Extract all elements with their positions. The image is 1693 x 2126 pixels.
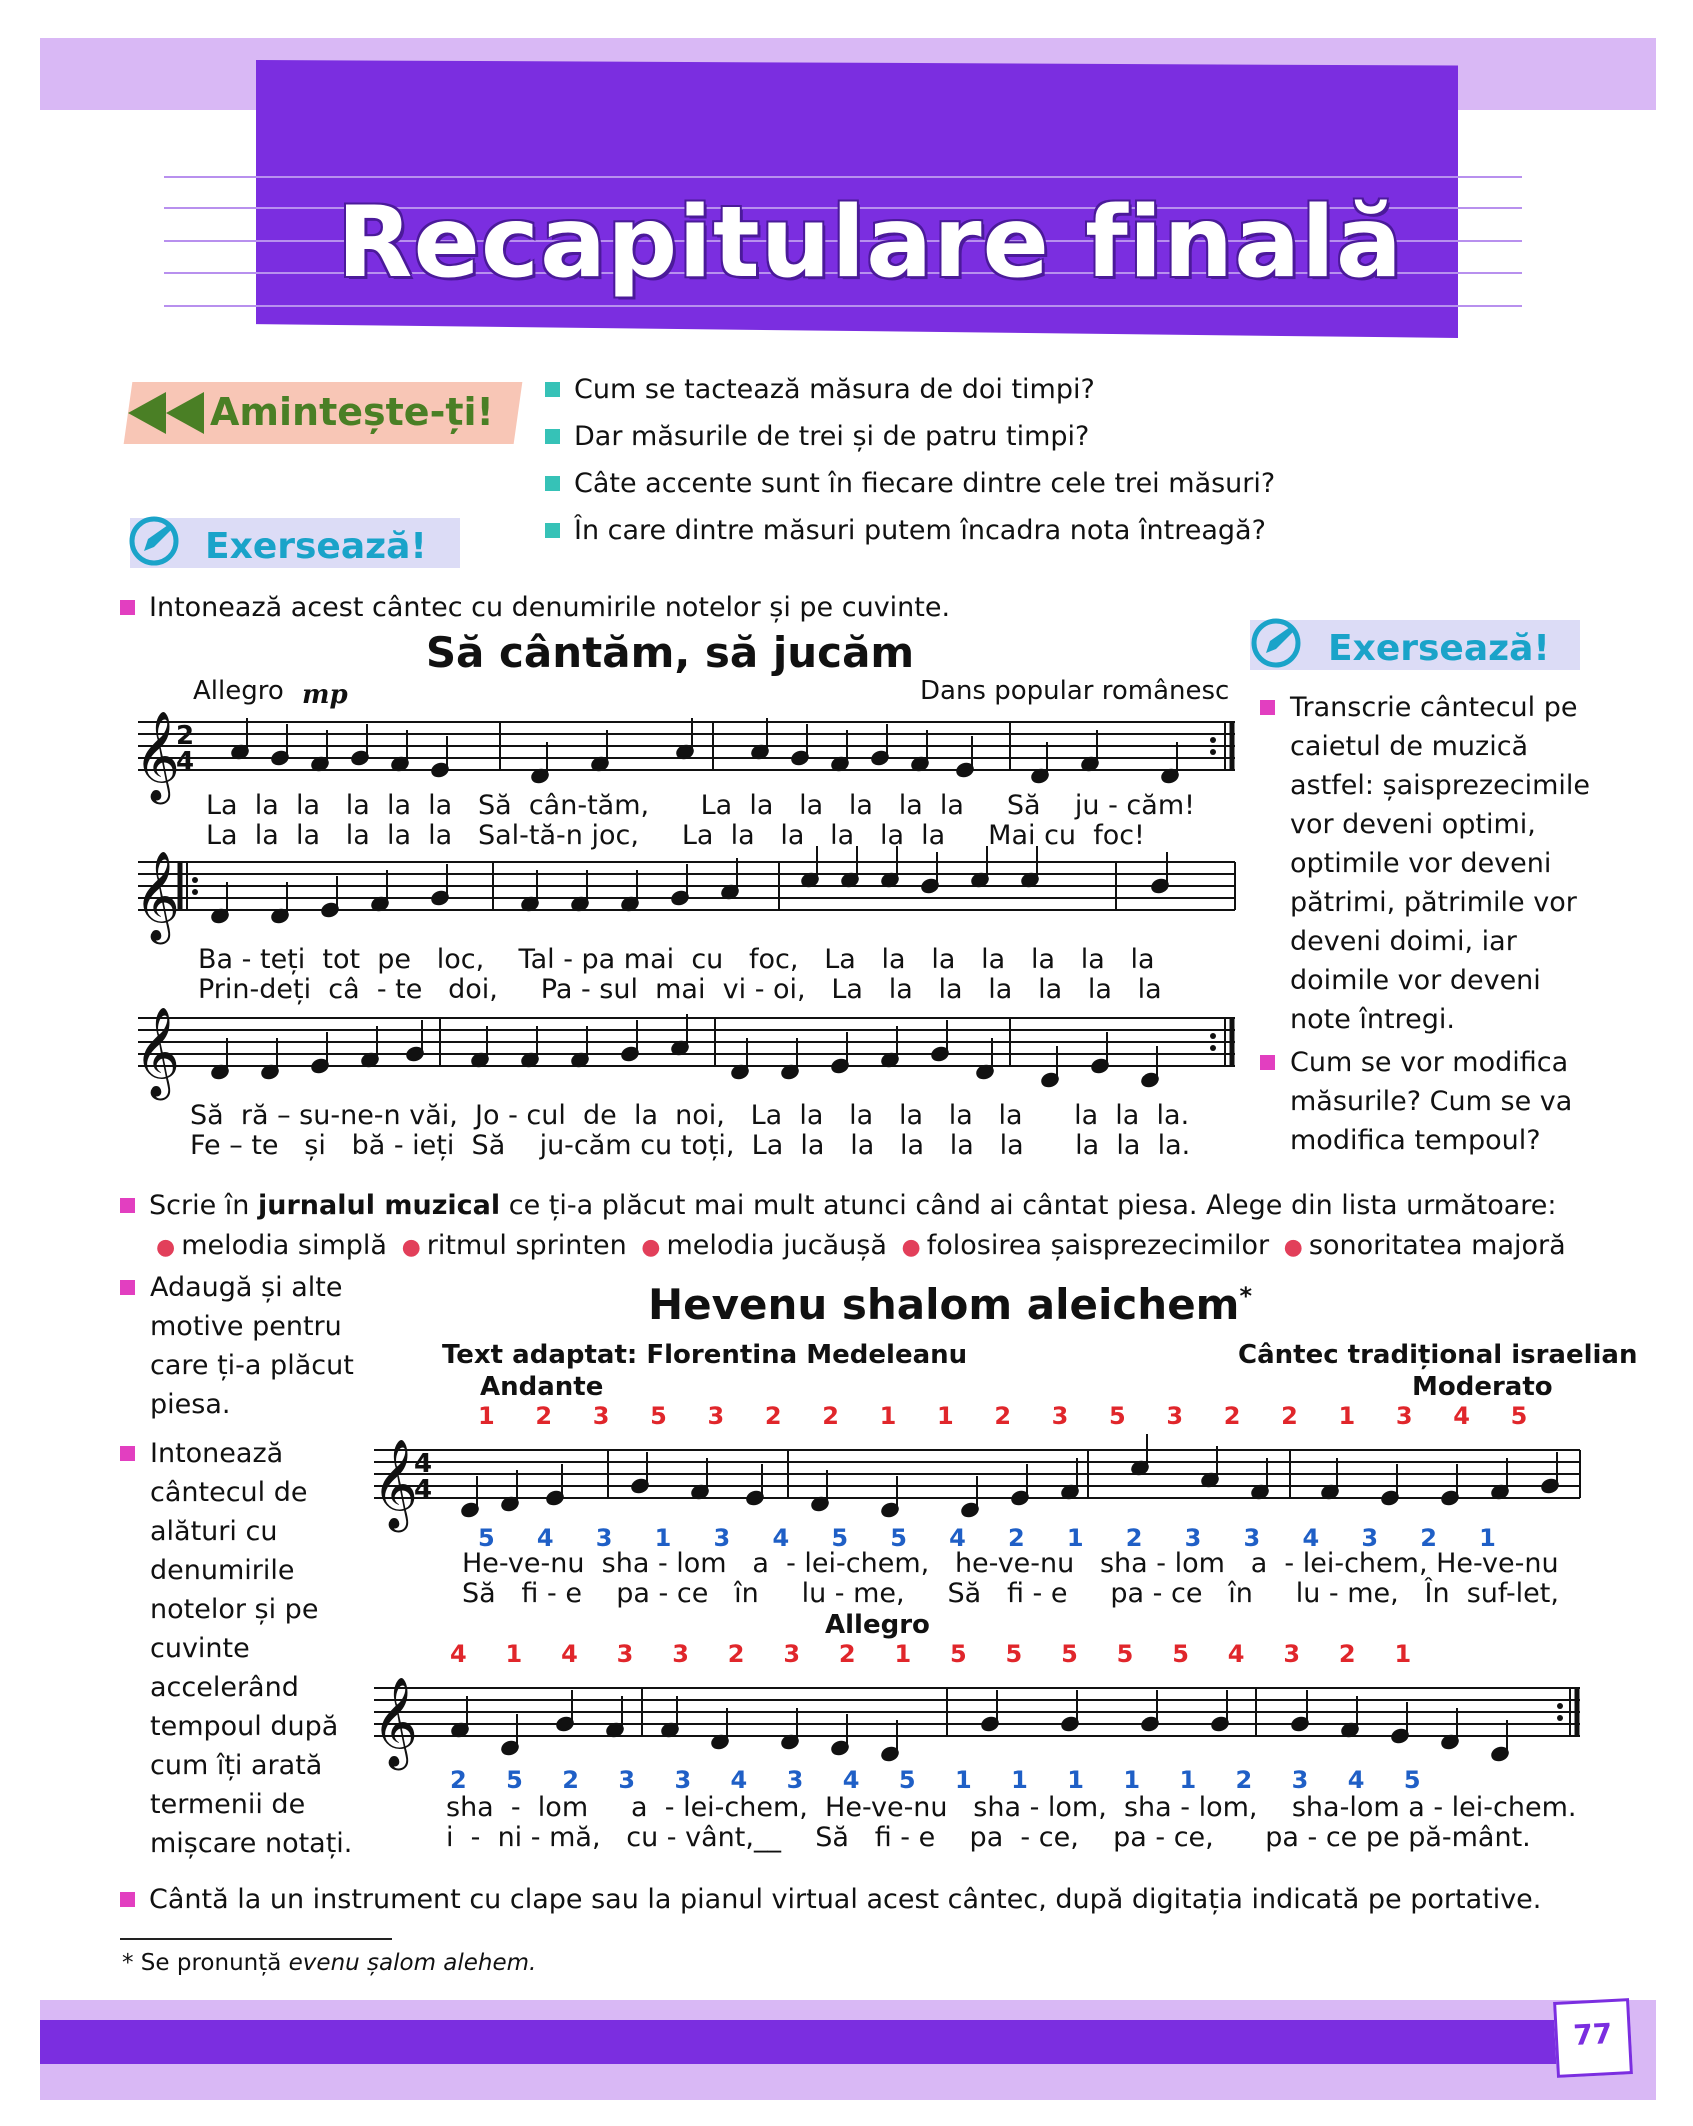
fingering-number: 5 bbox=[890, 1524, 907, 1552]
fingering-number: 1 bbox=[1338, 1402, 1356, 1430]
list-item: melodia simplă bbox=[181, 1230, 387, 1261]
fingering-number: 2 bbox=[822, 1402, 839, 1430]
bottom-purple-band bbox=[40, 2020, 1620, 2064]
list-item: folosirea șaisprezecimilor bbox=[926, 1230, 1270, 1261]
fingering-number: 4 bbox=[450, 1640, 467, 1668]
fingering-number: 4 bbox=[949, 1524, 966, 1552]
fingering-number: 2 bbox=[1420, 1524, 1437, 1552]
list-item: melodia jucăușă bbox=[666, 1230, 887, 1261]
intro-instruction: Intonează acest cântec cu denumirile notelor și pe cuvinte. bbox=[120, 588, 1020, 627]
pencil-icon bbox=[128, 515, 180, 567]
fingering-number: 4 bbox=[1453, 1402, 1470, 1430]
fingering-number: 4 bbox=[842, 1766, 860, 1794]
song1-lyrics-row2-v1: Ba - teți tot pe loc, Tal - pa mai cu foc, La la la la la la la bbox=[198, 944, 1155, 975]
bullet-icon bbox=[545, 476, 560, 491]
page-title: Recapitulare finală bbox=[337, 186, 1403, 300]
treble-clef-icon: 𝄞 bbox=[372, 1677, 419, 1767]
journal-options: ● melodia simplă ● ritmul sprinten ● melodia jucăușă ● folosirea șaisprezecimilor ● sonoritatea majoră bbox=[156, 1230, 1566, 1261]
bullet-icon bbox=[120, 600, 135, 615]
fingering-number: 3 bbox=[1283, 1640, 1301, 1668]
fingering-number: 2 bbox=[1338, 1640, 1356, 1668]
fingering-number: 3 bbox=[1166, 1402, 1184, 1430]
fingering-number: 2 bbox=[1223, 1402, 1241, 1430]
fingering-number: 1 bbox=[1394, 1640, 1412, 1668]
fingering-number: 4 bbox=[1347, 1766, 1365, 1794]
fingering-number: 5 bbox=[650, 1402, 667, 1430]
fingering-number: 5 bbox=[831, 1524, 849, 1552]
fingering-number: 2 bbox=[727, 1640, 745, 1668]
time-sig-top: 4 bbox=[414, 1449, 433, 1479]
bullet-icon bbox=[545, 523, 560, 538]
fingering-number: 3 bbox=[1051, 1402, 1069, 1430]
list-item: Intonează cântecul de alături cu denumirile notelor și pe cuvinte accelerând tempoul după cum îți arată termenii de mișcare notați. bbox=[120, 1434, 360, 1863]
bullet-icon bbox=[120, 1198, 135, 1213]
fingering-number: 2 bbox=[1008, 1524, 1025, 1552]
fingering-number: 3 bbox=[1184, 1524, 1202, 1552]
fingering-number: 5 bbox=[950, 1640, 967, 1668]
bullet-icon bbox=[1260, 1055, 1275, 1070]
fingering-number: 3 bbox=[1361, 1524, 1379, 1552]
fingering-number: 5 bbox=[1403, 1766, 1421, 1794]
song1-lyrics-row2-v2: Prin-deți câ - te doi, Pa - sul mai vi - oi, La la la la la la la bbox=[198, 974, 1162, 1005]
fingering-number: 5 bbox=[1116, 1640, 1134, 1668]
fingering-number: 2 bbox=[450, 1766, 467, 1794]
song1-title: Să cântăm, să jucăm bbox=[425, 628, 915, 677]
list-item: Dar măsurile de trei și de patru timpi? bbox=[545, 417, 1345, 456]
fingering-number: 1 bbox=[1011, 1766, 1028, 1794]
aminteste-label: Amintește-ți! bbox=[210, 390, 494, 434]
final-instruction: Cântă la un instrument cu clape sau la pianul virtual acest cântec, după digitația indicată pe portative. bbox=[120, 1880, 1660, 1919]
fingering-number: 3 bbox=[616, 1640, 634, 1668]
fingering-number: 5 bbox=[1109, 1402, 1126, 1430]
fingering-number: 5 bbox=[1510, 1402, 1528, 1430]
side-exercise-list bbox=[1260, 688, 1590, 1160]
song1-score bbox=[120, 700, 1240, 1160]
list-item: ritmul sprinten bbox=[426, 1230, 627, 1261]
fingering-number: 3 bbox=[595, 1524, 613, 1552]
song1-lyrics-row1-v2: La la la la la la Sal-tă-n joc, La la la la la la Mai cu foc! bbox=[206, 820, 1145, 851]
song2-lyrics-row2-v1: sha - lom a - lei-chem, He-ve-nu sha - lom, sha - lom, sha-lom a - lei-chem. bbox=[446, 1792, 1577, 1823]
fingering-number: 5 bbox=[506, 1766, 523, 1794]
list-item: Cum se vor modifica măsurile? Cum se va modifica tempoul? bbox=[1260, 1043, 1590, 1160]
bullet-icon bbox=[1260, 700, 1275, 715]
fingering-number: 3 bbox=[713, 1524, 731, 1552]
footnote-divider bbox=[120, 1938, 392, 1940]
list-item: Câte accente sunt în fiecare dintre cele trei măsuri? bbox=[545, 464, 1345, 503]
fingering-number: 1 bbox=[1067, 1766, 1084, 1794]
fingering-number: 3 bbox=[672, 1640, 689, 1668]
song2-lyrics-row1-v2: Să fi - e pa - ce în lu - me, Să fi - e pa - ce în lu - me, În suf-let, bbox=[462, 1578, 1559, 1609]
time-sig-top: 2 bbox=[176, 721, 195, 751]
fingering-number: 1 bbox=[1066, 1524, 1084, 1552]
fingering-number: 1 bbox=[654, 1524, 672, 1552]
fingering-number: 3 bbox=[783, 1640, 801, 1668]
pencil-icon bbox=[1250, 617, 1302, 669]
fingering-number: 2 bbox=[1281, 1402, 1298, 1430]
bullet-icon bbox=[545, 429, 560, 444]
fingering-number: 5 bbox=[478, 1524, 495, 1552]
fingering-number: 1 bbox=[478, 1402, 495, 1430]
list-item: În care dintre măsuri putem încadra nota întreagă? bbox=[545, 511, 1345, 550]
aminteste-questions bbox=[545, 370, 1345, 550]
song2-tempo-andante: Andante bbox=[480, 1372, 604, 1402]
fingering-number: 1 bbox=[505, 1640, 523, 1668]
fingering-number: 3 bbox=[618, 1766, 636, 1794]
fingering-number: 2 bbox=[535, 1402, 553, 1430]
fingering-number: 4 bbox=[730, 1766, 748, 1794]
fingering-number: 1 bbox=[1479, 1524, 1496, 1552]
decor-line bbox=[164, 305, 1522, 307]
fingering-number: 4 bbox=[561, 1640, 578, 1668]
fingering-number: 2 bbox=[1235, 1766, 1253, 1794]
fingering-number: 2 bbox=[562, 1766, 579, 1794]
time-sig-bottom: 4 bbox=[176, 747, 195, 777]
song2-tempo-allegro: Allegro bbox=[825, 1610, 930, 1640]
list-item: Transcrie cântecul pe caietul de muzică astfel: șaisprezecimile vor deveni optimi, optimile vor deveni pătrimi, pătrimile vor deveni doimi, iar doimile vor deveni note întregi. bbox=[1260, 688, 1590, 1039]
fingering-number: 1 bbox=[879, 1402, 897, 1430]
rewind-icon bbox=[128, 392, 204, 434]
bullet-icon bbox=[120, 1280, 135, 1295]
bullet-icon bbox=[120, 1892, 135, 1907]
fingering-number: 1 bbox=[936, 1402, 954, 1430]
fingering-number: 2 bbox=[994, 1402, 1012, 1430]
footnote: * Se pronunță evenu șalom alehem. bbox=[122, 1950, 537, 1976]
song1-lyrics-row3-v1: Să ră – su-ne-n văi, Jo - cul de la noi, La la la la la la la la la. bbox=[190, 1100, 1190, 1131]
fingering-number: 4 bbox=[536, 1524, 554, 1552]
list-item: sonoritatea majoră bbox=[1308, 1230, 1566, 1261]
song1-dynamic: mp bbox=[302, 680, 348, 710]
journal-instruction: Scrie în jurnalul muzical ce ți-a plăcut mai mult atunci când ai cântat piesa. Alege din lista următoare: bbox=[120, 1186, 1660, 1225]
song2-origin: Cântec tradițional israelian bbox=[1238, 1340, 1638, 1370]
side-exerseaza-label: Exersează! bbox=[1328, 628, 1550, 669]
fingering-number: 3 bbox=[707, 1402, 725, 1430]
fingering-number: 1 bbox=[1123, 1766, 1141, 1794]
fingering-number: 2 bbox=[764, 1402, 782, 1430]
fingering-number: 4 bbox=[1227, 1640, 1245, 1668]
fingering-number: 5 bbox=[1172, 1640, 1189, 1668]
song2-tempo-moderato: Moderato bbox=[1412, 1372, 1553, 1402]
song1-notes bbox=[210, 718, 1179, 1088]
fingering-number: 4 bbox=[1302, 1524, 1320, 1552]
list-item: Cum se tactează măsura de doi timpi? bbox=[545, 370, 1345, 409]
time-sig-bottom: 4 bbox=[414, 1475, 433, 1505]
song2-lyrics-row1-v1: He-ve-nu sha - lom a - lei-chem, he-ve-nu sha - lom a - lei-chem, He-ve-nu bbox=[462, 1548, 1559, 1579]
exerseaza-label: Exersează! bbox=[205, 526, 427, 567]
song2-title: Hevenu shalom aleichem* bbox=[647, 1280, 1253, 1329]
song1-origin: Dans popular românesc bbox=[920, 676, 1230, 706]
treble-clef-icon: 𝄞 bbox=[372, 1439, 419, 1529]
treble-clef-icon: 𝄞 bbox=[134, 851, 181, 941]
treble-clef-icon: 𝄞 bbox=[134, 711, 181, 801]
bullet-icon bbox=[120, 1446, 135, 1461]
decor-line bbox=[164, 176, 1522, 178]
list-item: Adaugă și alte motive pentru care ți-a plăcut piesa. bbox=[120, 1268, 360, 1424]
fingering-number: 3 bbox=[786, 1766, 804, 1794]
left-column bbox=[120, 1268, 360, 1863]
page-number: 77 bbox=[1553, 1998, 1633, 2078]
fingering-number: 5 bbox=[1005, 1640, 1023, 1668]
bullet-icon bbox=[545, 382, 560, 397]
fingering-number: 5 bbox=[898, 1766, 916, 1794]
fingering-number: 3 bbox=[1291, 1766, 1309, 1794]
song1-tempo: Allegro bbox=[193, 676, 284, 706]
fingering-number: 3 bbox=[674, 1766, 692, 1794]
fingering-number: 3 bbox=[1395, 1402, 1413, 1430]
fingering-number: 1 bbox=[955, 1766, 972, 1794]
fingering-number: 2 bbox=[1125, 1524, 1143, 1552]
song1-lyrics-row3-v2: Fe – te și bă - ieți Să ju-căm cu toți, La la la la la la la la la. bbox=[190, 1130, 1191, 1161]
fingering-number: 3 bbox=[1243, 1524, 1261, 1552]
fingering-number: 1 bbox=[1179, 1766, 1197, 1794]
fingering-number: 5 bbox=[1061, 1640, 1078, 1668]
song2-credit: Text adaptat: Florentina Medeleanu bbox=[442, 1340, 968, 1370]
fingering-number: 1 bbox=[894, 1640, 912, 1668]
song2-lyrics-row2-v2: i - ni - mă, cu - vânt,__ Să fi - e pa - ce, pa - ce, pa - ce pe pă-mânt. bbox=[446, 1822, 1531, 1853]
treble-clef-icon: 𝄞 bbox=[134, 1007, 181, 1097]
fingering-number: 3 bbox=[592, 1402, 610, 1430]
fingering-number: 2 bbox=[838, 1640, 856, 1668]
song1-lyrics-row1-v1: La la la la la la Să cân-tăm, La la la la la la Să ju - căm! bbox=[206, 790, 1195, 821]
fingering-number: 4 bbox=[772, 1524, 790, 1552]
